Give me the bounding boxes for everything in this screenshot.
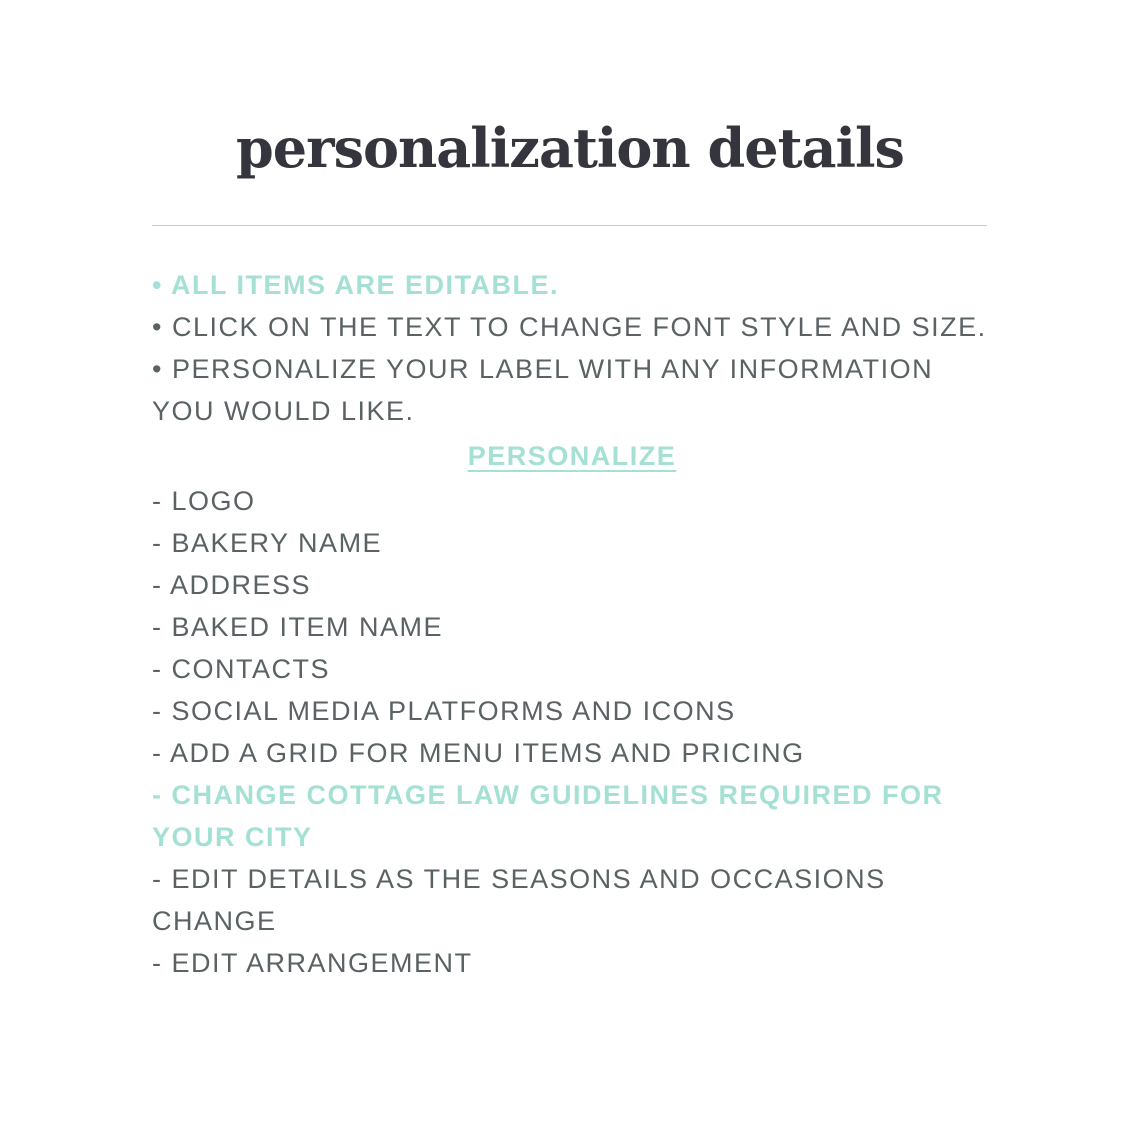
page-title: personalization details <box>236 116 904 180</box>
list-item-social-media: - SOCIAL MEDIA PLATFORMS AND ICONS <box>152 696 736 726</box>
intro-item-editable: • ALL ITEMS ARE EDITABLE. <box>152 270 559 300</box>
list-item-baked-item-name: - BAKED ITEM NAME <box>152 612 444 642</box>
details-content <box>152 264 992 984</box>
intro-item-click-text: • CLICK ON THE TEXT TO CHANGE FONT STYLE AND SIZE. <box>152 312 987 342</box>
list-item-contacts: - CONTACTS <box>152 654 330 684</box>
list-item-cottage-law: - CHANGE COTTAGE LAW GUIDELINES REQUIRED FOR YOUR CITY <box>152 780 944 852</box>
list-item-bakery-name: - BAKERY NAME <box>152 528 383 558</box>
intro-item-personalize-label: • PERSONALIZE YOUR LABEL WITH ANY INFORMATION YOU WOULD LIKE. <box>152 354 934 426</box>
list-item-logo: - LOGO <box>152 486 256 516</box>
list-item-address: - ADDRESS <box>152 570 312 600</box>
personalize-heading: PERSONALIZE <box>467 441 677 471</box>
list-item-menu-grid: - ADD A GRID FOR MENU ITEMS AND PRICING <box>152 738 805 768</box>
title-divider <box>152 225 987 226</box>
list-item-seasonal-details: - EDIT DETAILS AS THE SEASONS AND OCCASIONS CHANGE <box>152 864 886 936</box>
list-item-arrangement: - EDIT ARRANGEMENT <box>152 948 473 978</box>
section-heading <box>152 435 992 477</box>
